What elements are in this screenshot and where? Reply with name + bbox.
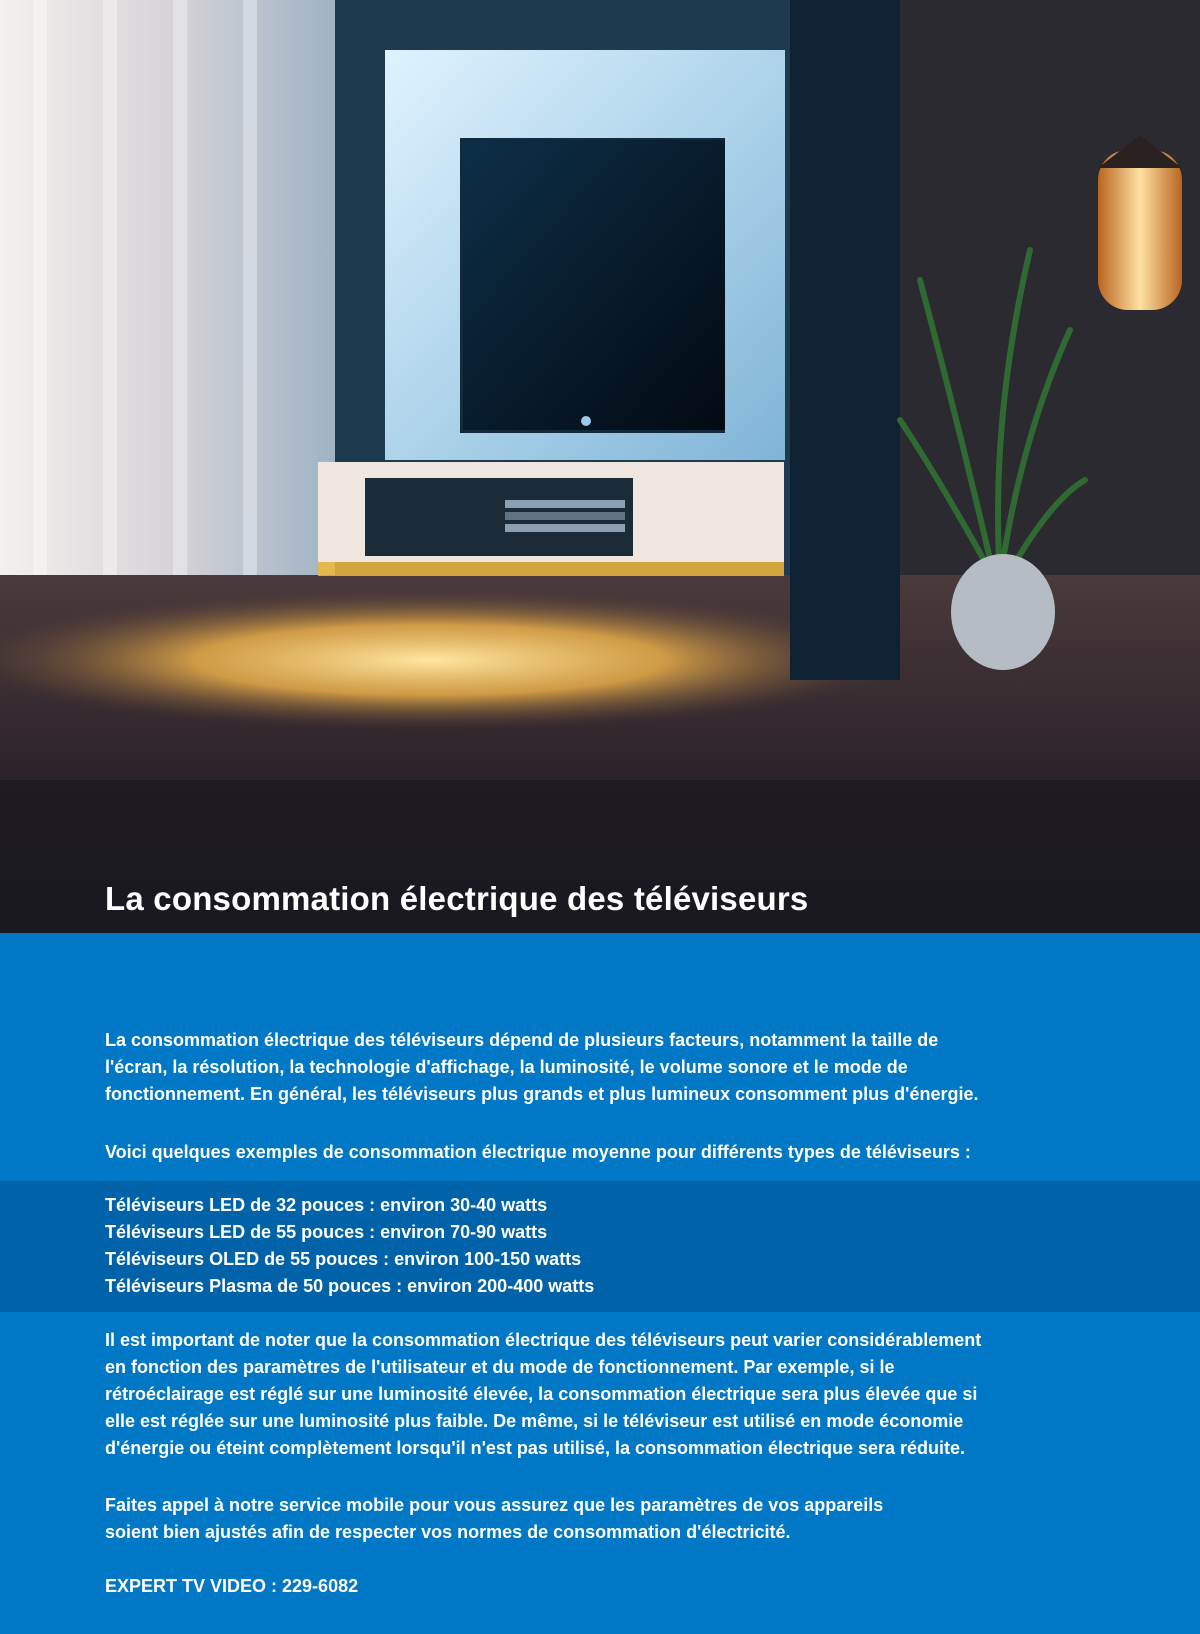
list-item: Téléviseurs Plasma de 50 pouces : environ 200-400 watts <box>105 1276 595 1296</box>
examples-lead: Voici quelques exemples de consommation électrique moyenne pour différents types de téléviseurs : <box>105 1142 971 1162</box>
list-item: Téléviseurs LED de 32 pouces : environ 30-40 watts <box>105 1195 548 1215</box>
list-item: Téléviseurs LED de 55 pouces : environ 70-90 watts <box>105 1222 548 1242</box>
examples-list <box>105 1192 1005 1300</box>
note-paragraph: Il est important de noter que la consommation électrique des téléviseurs peut varier considérablement en fonction des paramètres de l'utilisateur et du mode de fonctionnement. Par exemple, si le rétroéclairage est réglé sur une luminosité élevée, la consommation électrique sera plus élevée que si elle est réglée sur une luminosité plus faible. De même, si le téléviseur est utilisé en mode économie d'énergie ou éteint complètement lorsqu'il n'est pas utilisé, la consommation électrique sera réduite. <box>105 1330 982 1458</box>
intro-paragraph: La consommation électrique des téléviseurs dépend de plusieurs facteurs, notamment la taille de l'écran, la résolution, la technologie d'affichage, la luminosité, le volume sonore et le mode de fonctionnement. En général, les téléviseurs plus grands et plus lumineux consomment plus d'énergie. <box>105 1030 979 1104</box>
call-to-action: Faites appel à notre service mobile pour vous assurez que les paramètres de vos appareils soient bien ajustés afin de respecter vos normes de consommation d'électricité. <box>105 1495 884 1542</box>
page-title: La consommation électrique des téléviseurs <box>105 880 809 917</box>
list-item: Téléviseurs OLED de 55 pouces : environ 100-150 watts <box>105 1249 582 1269</box>
article-body <box>0 933 1200 1634</box>
contact-line: EXPERT TV VIDEO : 229-6082 <box>105 1576 359 1596</box>
